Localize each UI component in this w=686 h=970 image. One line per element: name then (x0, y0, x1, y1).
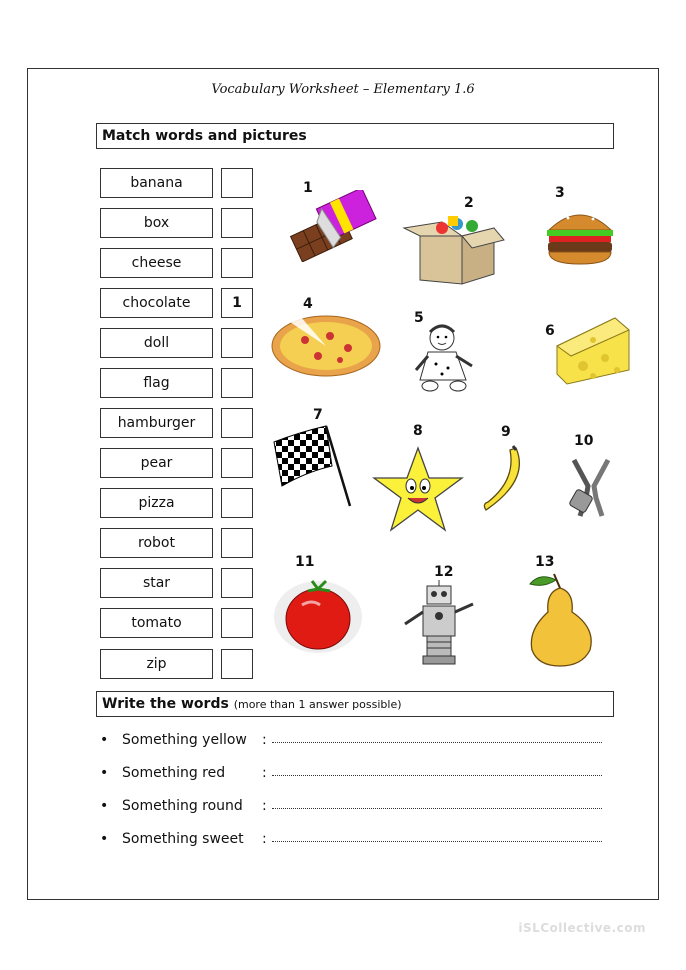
word-box: chocolate (100, 288, 213, 318)
word-box: cheese (100, 248, 213, 278)
picture-number: 10 (574, 433, 594, 449)
answer-box[interactable] (221, 408, 253, 438)
picture-number: 6 (545, 323, 555, 339)
write-section-heading (96, 691, 614, 717)
box-icon (402, 208, 507, 286)
bullet: • (100, 831, 109, 847)
write-heading-label: Write the words (102, 696, 229, 712)
colon: : (262, 831, 267, 847)
chocolate-icon (280, 190, 385, 262)
write-heading-note: (more than 1 answer possible) (233, 698, 402, 711)
picture-number: 12 (434, 564, 454, 580)
picture-number: 4 (303, 296, 313, 312)
colon: : (262, 798, 267, 814)
word-box: pear (100, 448, 213, 478)
answer-box[interactable] (221, 168, 253, 198)
picture-number: 5 (414, 310, 424, 326)
answer-box[interactable] (221, 528, 253, 558)
word-box: pizza (100, 488, 213, 518)
answer-box[interactable] (221, 568, 253, 598)
match-section-heading: Match words and pictures (96, 123, 614, 149)
write-item-label: Something sweet (122, 831, 244, 847)
flag-icon (270, 422, 355, 508)
answer-box[interactable] (221, 608, 253, 638)
pizza-icon (270, 310, 382, 380)
word-box: banana (100, 168, 213, 198)
word-box: robot (100, 528, 213, 558)
picture-number: 3 (555, 185, 565, 201)
answer-line[interactable] (272, 841, 602, 842)
word-box: star (100, 568, 213, 598)
write-item-label: Something round (122, 798, 243, 814)
colon: : (262, 765, 267, 781)
bullet: • (100, 798, 109, 814)
picture-number: 8 (413, 423, 423, 439)
answer-box[interactable] (221, 368, 253, 398)
write-item-label: Something red (122, 765, 226, 781)
answer-box[interactable] (221, 448, 253, 478)
tomato-icon (272, 575, 364, 655)
answer-box[interactable] (221, 208, 253, 238)
picture-number: 2 (464, 195, 474, 211)
word-box: box (100, 208, 213, 238)
answer-box[interactable] (221, 649, 253, 679)
picture-number: 7 (313, 407, 323, 423)
worksheet-title: Vocabulary Worksheet – Elementary 1.6 (211, 82, 475, 97)
colon: : (262, 732, 267, 748)
picture-number: 13 (535, 554, 555, 570)
cheese-icon (553, 314, 633, 388)
word-box: tomato (100, 608, 213, 638)
answer-box[interactable]: 1 (221, 288, 253, 318)
zip-icon (566, 456, 616, 518)
bullet: • (100, 765, 109, 781)
word-box: zip (100, 649, 213, 679)
picture-number: 9 (501, 424, 511, 440)
picture-number: 11 (295, 554, 315, 570)
answer-line[interactable] (272, 808, 602, 809)
doll-icon (410, 322, 480, 394)
word-box: hamburger (100, 408, 213, 438)
bullet: • (100, 732, 109, 748)
answer-line[interactable] (272, 775, 602, 776)
robot-icon (399, 580, 481, 666)
picture-number: 1 (303, 180, 313, 196)
answer-box[interactable] (221, 328, 253, 358)
footer-watermark: iSLCollective.com (518, 921, 646, 935)
answer-box[interactable] (221, 248, 253, 278)
word-box: flag (100, 368, 213, 398)
word-box: doll (100, 328, 213, 358)
write-item-label: Something yellow (122, 732, 247, 748)
answer-box[interactable] (221, 488, 253, 518)
pear-icon (520, 572, 605, 668)
hamburger-icon (543, 204, 618, 270)
banana-icon (480, 444, 530, 514)
answer-line[interactable] (272, 742, 602, 743)
star-icon (372, 444, 464, 534)
